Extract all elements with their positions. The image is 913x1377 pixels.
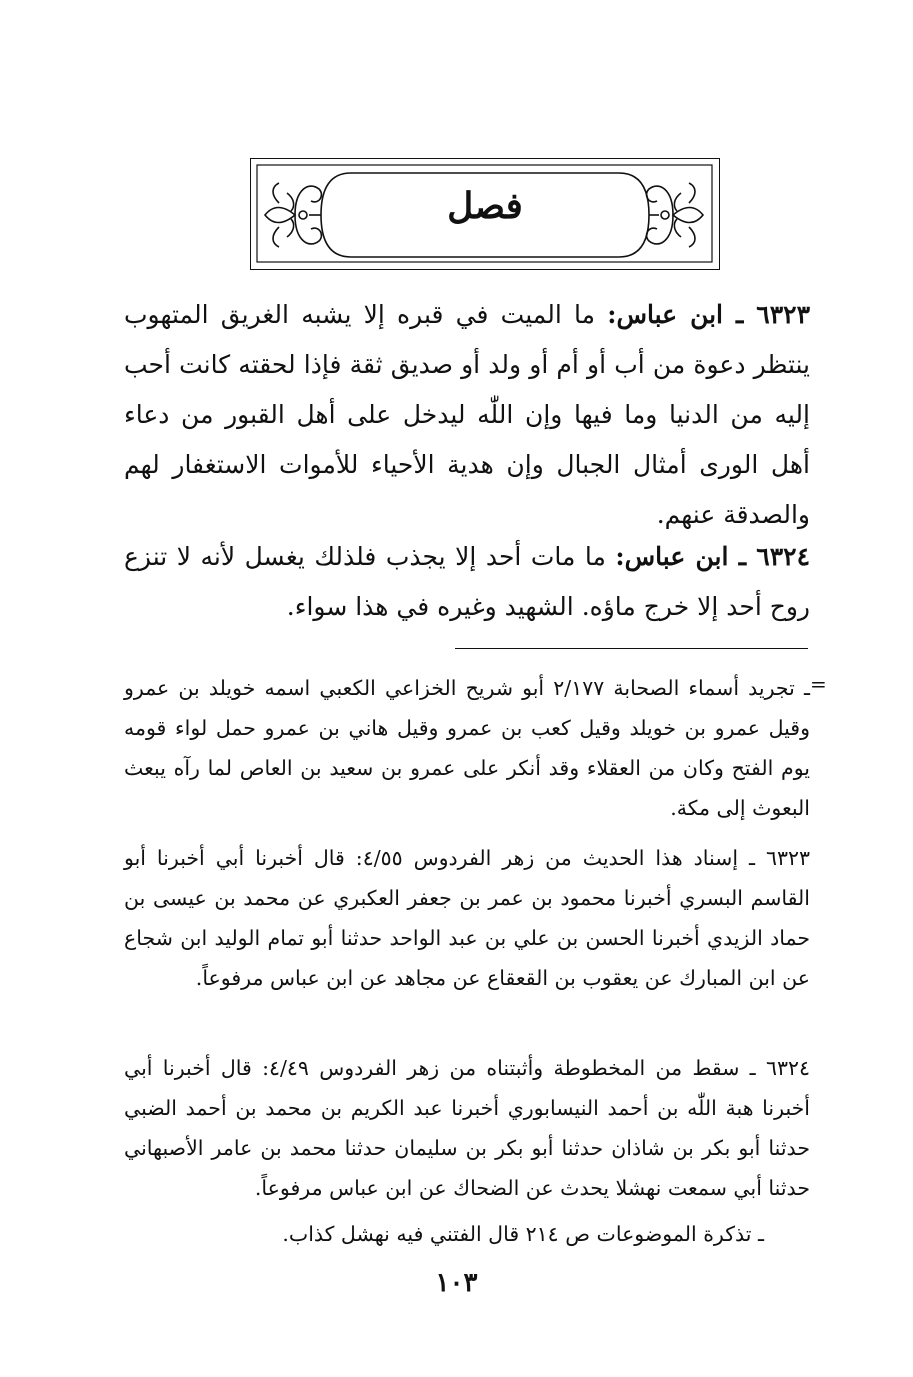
entry-number: ٦٣٢٣ ـ ابن عباس: <box>607 300 811 329</box>
footnote-continuation-marker: = <box>810 672 827 696</box>
entry-text: ما مات أحد إلا يجذب فلذلك يغسل لأنه لا تنزع روح أحد إلا خرج ماؤه. الشهيد وغيره في هذا سواء. <box>124 542 810 621</box>
footnote-6324: ٦٣٢٤ ـ سقط من المخطوطة وأثبتناه من زهر الفردوس ٤/٤٩: قال أخبرنا أبي أخبرنا هبة اللّٰه بن أحمد النيسابوري أخبرنا عبد الكريم بن محمد بن أحمد الضبي حدثنا أبو بكر بن شاذان حدثنا أبو بكر بن سليمان حدثنا محمد بن عامر الأصبهاني حدثنا أبي سمعت نهشلا يحدث عن الضحاك عن ابن عباس مرفوعاً. <box>124 1056 810 1200</box>
hadith-entry-6324 <box>124 532 810 632</box>
entry-number: ٦٣٢٤ ـ ابن عباس: <box>615 542 810 571</box>
chapter-header-frame <box>250 158 720 270</box>
footnote-divider <box>455 648 808 649</box>
footnote-tadhkira: ـ تذكرة الموضوعات ص ٢١٤ قال الفتني فيه نهشل كذاب. <box>282 1222 764 1246</box>
chapter-title: فصل <box>447 185 523 227</box>
page-number: ١٠٣ <box>435 1268 478 1298</box>
hadith-entry-6323 <box>124 290 810 540</box>
footnote-6323: ٦٣٢٣ ـ إسناد هذا الحديث من زهر الفردوس ٤/٥٥: قال أخبرنا أبي أخبرنا أبو القاسم البسري أخبرنا محمود بن عمر بن جعفر العكبري عن محمد بن عيسى بن حماد الزيدي أخبرنا الحسن بن علي بن عبد الواحد حدثنا أبو تمام الوليد ابن شجاع عن ابن المبارك عن يعقوب بن القعقاع عن مجاهد عن ابن عباس مرفوعاً. <box>124 846 811 990</box>
footnote-tajrid: ـ تجريد أسماء الصحابة ٢/١٧٧ أبو شريح الخزاعي الكعبي اسمه خويلد بن عمرو وقيل عمرو بن خويلد وقيل كعب بن عمرو وقيل هاني بن عمرو حمل لواء قومه يوم الفتح وكان من العقلاء وقد أنكر على عمرو بن سعيد بن العاص لما رآه يبعث البعوث إلى مكة. <box>124 676 811 820</box>
entry-text: ما الميت في قبره إلا يشبه الغريق المتهوب ينتظر دعوة من أب أو أم أو ولد أو صديق ثقة فإذا لحقته كانت أحب إليه من الدنيا وما فيها وإن اللّٰه ليدخل على أهل القبور من دعاء أهل الورى أمثال الجبال وإن هدية الأحياء للأموات الاستغفار لهم والصدقة عنهم. <box>124 300 810 529</box>
